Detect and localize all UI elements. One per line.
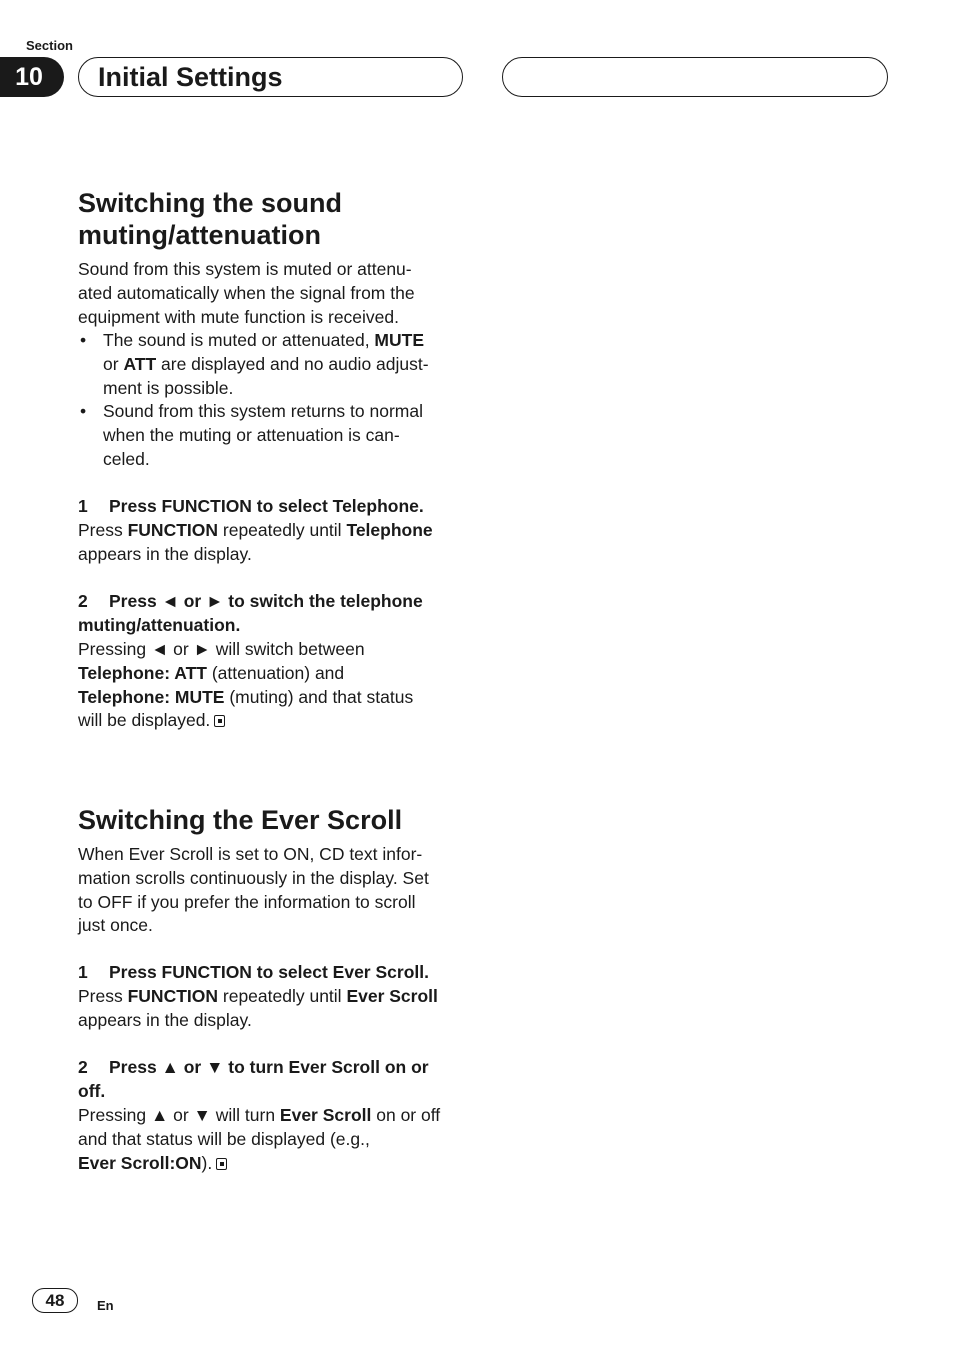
- step-1-title: 1 Press FUNCTION to select Ever Scroll.: [78, 962, 429, 982]
- section-number-badge: 10: [0, 57, 64, 97]
- step-1-title: 1 Press FUNCTION to select Telephone.: [78, 496, 424, 516]
- end-mark-icon: [214, 715, 225, 727]
- heading-ever-scroll: Switching the Ever Scroll: [78, 805, 403, 835]
- header-right-frame: [502, 57, 888, 97]
- step-1-body: Press FUNCTION repeatedly until Ever Scroll appears in the display.: [78, 986, 438, 1030]
- heading-sound-muting: Switching the sound muting/attenuation: [78, 188, 342, 250]
- section-title: Initial Settings: [98, 62, 283, 92]
- section-label: Section: [26, 38, 73, 53]
- step-2-title: 2 Press ▲ or ▼ to turn Ever Scroll on or off.: [78, 1057, 429, 1101]
- step-1-body: Press FUNCTION repeatedly until Telephone appears in the display.: [78, 520, 433, 564]
- step-2-body: Pressing ◄ or ► will switch between Telephone: ATT (attenuation) and Telephone: MUTE (muting) and that status will be displayed.: [78, 639, 414, 731]
- step-2-title: 2 Press ◄ or ► to switch the telephone muting/attenuation.: [78, 591, 423, 635]
- bullet-list: [78, 329, 464, 472]
- list-item: • Sound from this system returns to normal when the muting or attenuation is can- celed.: [80, 401, 423, 469]
- intro-ever-scroll: When Ever Scroll is set to ON, CD text infor- mation scrolls continuously in the display. Set to OFF if you prefer the information to scroll just once.: [78, 844, 429, 936]
- list-item: • The sound is muted or attenuated, MUTE or ATT are displayed and no audio adjust- ment is possible.: [80, 330, 429, 398]
- page-number: 48: [32, 1288, 78, 1313]
- intro-sound-muting: Sound from this system is muted or attenu- ated automatically when the signal from the equipment with mute function is received.: [78, 259, 415, 327]
- end-mark-icon: [216, 1158, 227, 1170]
- language-code: En: [97, 1298, 114, 1313]
- step-2-body: Pressing ▲ or ▼ will turn Ever Scroll on or off and that status will be displayed (e.g., Ever Scroll:ON).: [78, 1105, 441, 1173]
